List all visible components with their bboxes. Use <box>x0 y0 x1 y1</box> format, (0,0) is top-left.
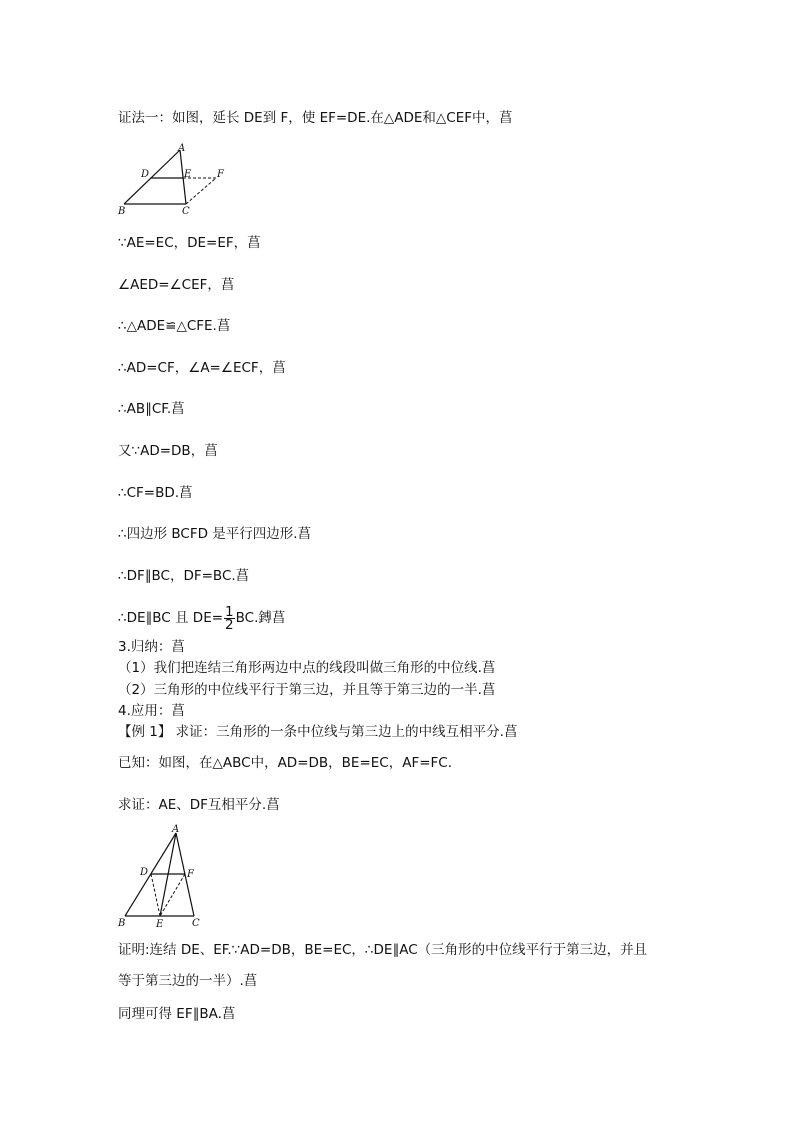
proof-step-2: ∠AED=∠CEF，菖 <box>118 277 235 293</box>
proof-step-1: ∵AE=EC，DE=EF，菖 <box>118 235 261 251</box>
figure-midline-triangle <box>116 823 206 931</box>
proof-line-1: 证明:连结 DE、EF.∵AD=DB，BE=EC，∴DE∥AC（三角形的中位线平行于第三边，并且 <box>118 942 648 958</box>
application-heading: 4.应用：菖 <box>118 703 185 719</box>
fraction-one-half: $\frac{1}{2}$ <box>225 603 234 633</box>
label-e: E <box>184 169 192 180</box>
label-b: B <box>118 206 126 217</box>
proof-step-7: ∴CF=BD.菖 <box>118 485 193 501</box>
proof-step-4: ∴AD=CF，∠A=∠ECF，菖 <box>118 360 286 376</box>
label-d: D <box>140 867 149 878</box>
label-c: C <box>192 918 200 929</box>
proof-line-3: 同理可得 EF∥BA.菖 <box>118 1006 236 1022</box>
proof-conclusion-line <box>118 598 285 638</box>
label-f: F <box>187 869 194 880</box>
label-d: D <box>141 169 150 180</box>
conclusion-text-start: ∴DE∥BC 且 DE= <box>118 610 224 626</box>
proof-intro-line: 证法一：如图，延长 DE到 F，使 EF=DE.在△ADE和△CEF中，菖 <box>118 110 513 126</box>
given-line: 已知：如图，在△ABC中，AD=DB，BE=EC，AF=FC. <box>118 755 453 771</box>
label-b: B <box>118 918 126 929</box>
segment-ab <box>124 150 180 204</box>
summary-item-2: （2）三角形的中位线平行于第三边，并且等于第三边的一半.菖 <box>118 682 496 698</box>
label-e: E <box>156 919 164 930</box>
proof-step-5: ∴AB∥CF.菖 <box>118 401 185 417</box>
proof-step-3: ∴△ADE≌△CFE.菖 <box>118 318 231 334</box>
example-1-statement: 【例 1】 求证：三角形的一条中位线与第三边上的中线互相平分.菖 <box>118 724 518 740</box>
label-a: A <box>178 143 186 154</box>
label-f: F <box>217 169 224 180</box>
prove-line: 求证：AE、DF互相平分.菖 <box>118 797 280 813</box>
figure-parallelogram-extension <box>116 140 231 220</box>
proof-step-6: 又∵AD=DB，菖 <box>118 443 218 459</box>
conclusion-text-end: BC.鎛菖 <box>235 610 286 626</box>
summary-heading: 3.归纳：菖 <box>118 639 185 655</box>
proof-step-8: ∴四边形 BCFD 是平行四边形.菖 <box>118 526 312 542</box>
segment-cf-dashed <box>186 178 216 204</box>
proof-line-2: 等于第三边的一半）.菖 <box>118 973 258 989</box>
label-c: C <box>182 206 190 217</box>
segment-de-dashed <box>151 874 160 916</box>
label-a: A <box>172 824 180 835</box>
summary-item-1: （1）我们把连结三角形两边中点的线段叫做三角形的中位线.菖 <box>118 660 496 676</box>
proof-step-9: ∴DF∥BC，DF=BC.菖 <box>118 568 250 584</box>
